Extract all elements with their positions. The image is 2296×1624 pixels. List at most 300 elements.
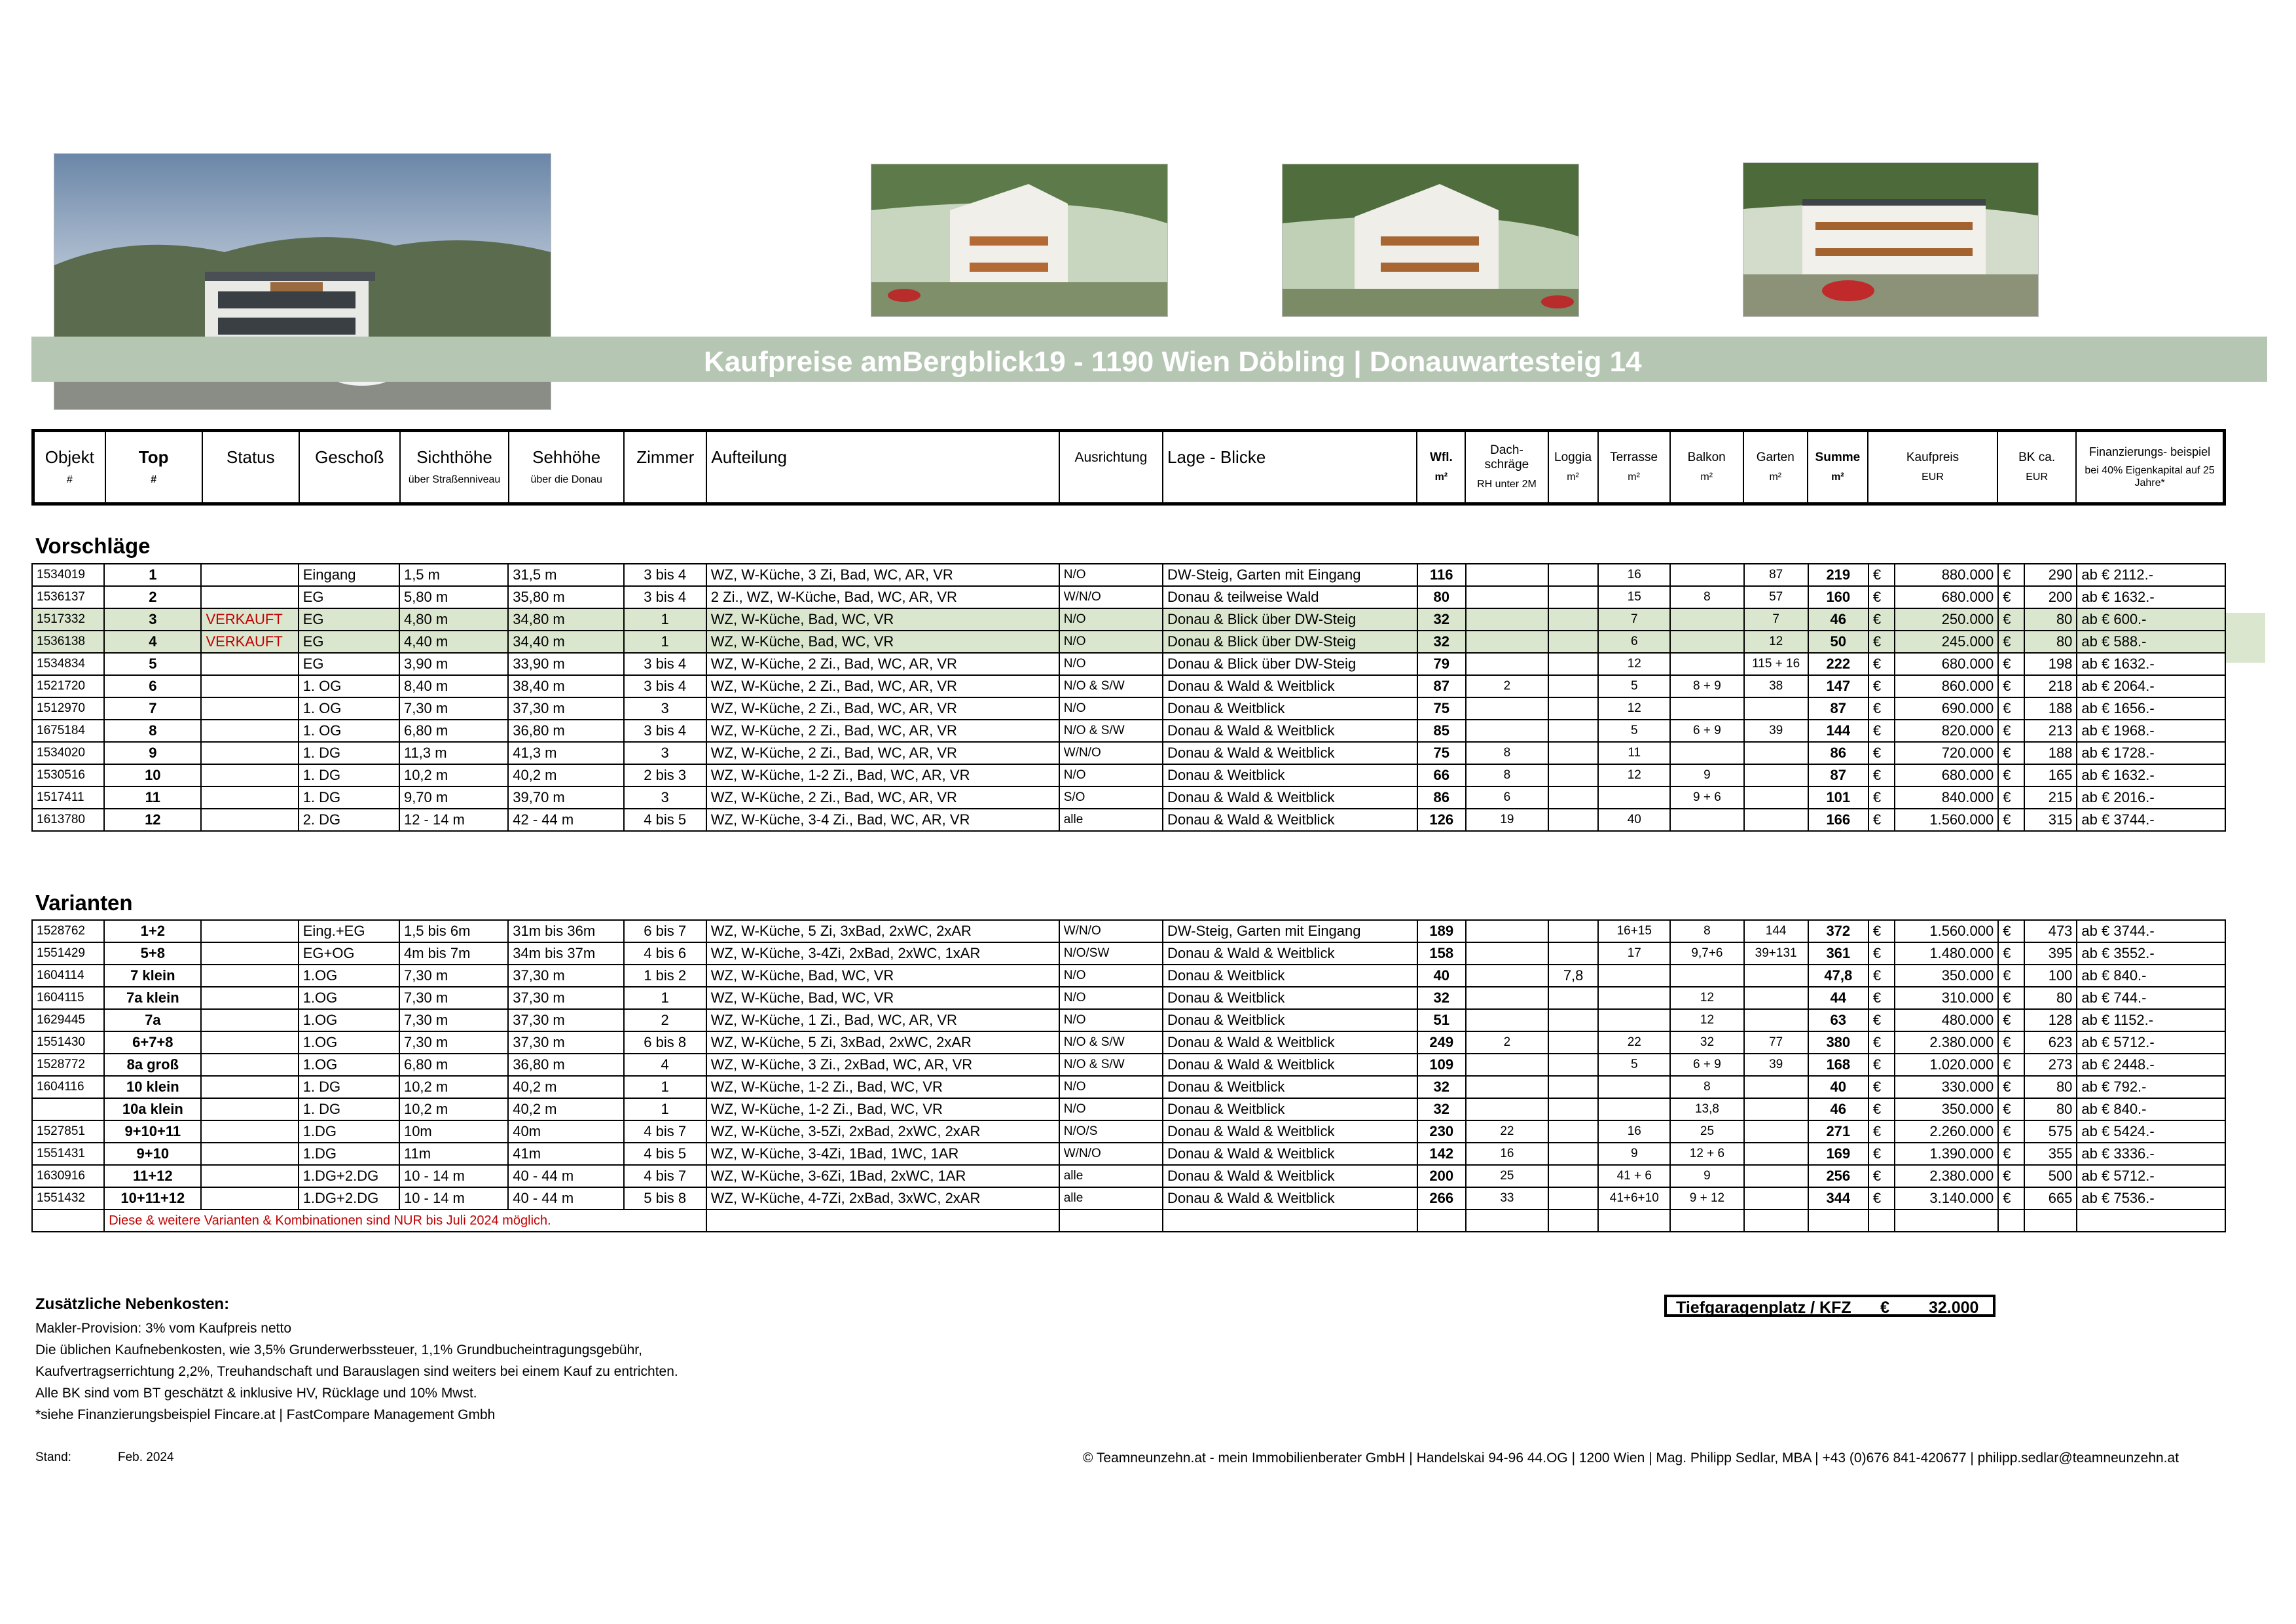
cell-ausrichtung: S/O xyxy=(1059,786,1163,809)
cell-kaufpreis-currency: € xyxy=(1868,1031,1895,1054)
cell-garten xyxy=(1744,809,1808,831)
cell-zimmer: 3 xyxy=(624,697,706,720)
header-aufteilung: Aufteilung xyxy=(706,431,1059,504)
cell-objekt: 1675184 xyxy=(32,720,104,742)
cell-balkon: 32 xyxy=(1670,1031,1743,1054)
cell-aufteilung: WZ, W-Küche, 1-2 Zi., Bad, WC, VR xyxy=(706,1098,1059,1120)
cell-terrasse: 41 + 6 xyxy=(1598,1165,1670,1187)
cell-balkon xyxy=(1670,653,1743,675)
cell-top: 10+11+12 xyxy=(104,1187,201,1209)
cell-empty xyxy=(1163,1209,1417,1232)
cell-dachschraege xyxy=(1466,586,1548,608)
cell-bk: 213 xyxy=(2024,720,2077,742)
cell-top: 9 xyxy=(104,742,201,764)
cell-kaufpreis: 245.000 xyxy=(1895,631,1998,653)
cell-loggia xyxy=(1548,786,1598,809)
cell-geschoss: 1. OG xyxy=(299,720,399,742)
cell-top: 6+7+8 xyxy=(104,1031,201,1054)
cell-objekt: 1534020 xyxy=(32,742,104,764)
cell-ausrichtung: alle xyxy=(1059,1165,1163,1187)
cell-aufteilung: WZ, W-Küche, 1-2 Zi., Bad, WC, VR xyxy=(706,1076,1059,1098)
cell-kaufpreis: 1.480.000 xyxy=(1895,942,1998,965)
cell-status xyxy=(201,1031,298,1054)
cell-sehhoehe: 36,80 m xyxy=(508,1054,623,1076)
cell-aufteilung: WZ, W-Küche, 2 Zi., Bad, WC, AR, VR xyxy=(706,653,1059,675)
cell-summe: 222 xyxy=(1808,653,1868,675)
cell-top: 10 klein xyxy=(104,1076,201,1098)
cell-finanzierung: ab € 1632.- xyxy=(2077,764,2225,786)
cell-terrasse: 5 xyxy=(1598,720,1670,742)
cell-loggia xyxy=(1548,720,1598,742)
cell-dachschraege: 8 xyxy=(1466,742,1548,764)
cell-lage: Donau & Wald & Weitblick xyxy=(1163,942,1417,965)
cell-dachschraege xyxy=(1466,631,1548,653)
section-title-varianten: Varianten xyxy=(35,891,133,915)
cell-kaufpreis-currency: € xyxy=(1868,1120,1895,1143)
cell-status xyxy=(201,697,298,720)
header-finanzierung: Finanzierungs- beispiel bei 40% Eigenkapital auf 25 Jahre* xyxy=(2076,431,2224,504)
cell-geschoss: Eing.+EG xyxy=(299,920,399,942)
cell-sichthoehe: 11,3 m xyxy=(399,742,508,764)
header-sichthoehe: Sichthöhe über Straßenniveau xyxy=(400,431,509,504)
header-top: Top # xyxy=(105,431,202,504)
cell-bk-currency: € xyxy=(1998,720,2024,742)
cell-balkon: 8 xyxy=(1670,920,1743,942)
cell-wfl: 75 xyxy=(1417,742,1466,764)
cell-garten: 12 xyxy=(1744,631,1808,653)
cell-lage: Donau & Wald & Weitblick xyxy=(1163,786,1417,809)
building-side-image-1 xyxy=(871,164,1167,316)
cell-geschoss: 1.OG xyxy=(299,1009,399,1031)
cell-sichthoehe: 6,80 m xyxy=(399,1054,508,1076)
cell-ausrichtung: N/O & S/W xyxy=(1059,675,1163,697)
cell-summe: 344 xyxy=(1808,1187,1868,1209)
cell-summe: 63 xyxy=(1808,1009,1868,1031)
cell-aufteilung: WZ, W-Küche, 2 Zi., Bad, WC, AR, VR xyxy=(706,675,1059,697)
cell-loggia xyxy=(1548,608,1598,631)
cell-aufteilung: WZ, W-Küche, 2 Zi., Bad, WC, AR, VR xyxy=(706,720,1059,742)
cell-terrasse xyxy=(1598,1009,1670,1031)
garage-currency: € xyxy=(1880,1299,1889,1317)
nebenkosten-line-5: *siehe Finanzierungsbeispiel Fincare.at | FastCompare Management Gmbh xyxy=(35,1407,496,1422)
cell-geschoss: 1.OG xyxy=(299,965,399,987)
cell-ausrichtung: N/O/S xyxy=(1059,1120,1163,1143)
cell-balkon: 12 xyxy=(1670,1009,1743,1031)
cell-loggia xyxy=(1548,1076,1598,1098)
table-row xyxy=(32,1187,2225,1209)
cell-aufteilung: WZ, W-Küche, Bad, WC, VR xyxy=(706,631,1059,653)
cell-dachschraege: 22 xyxy=(1466,1120,1548,1143)
cell-objekt: 1530516 xyxy=(32,764,104,786)
cell-ausrichtung: N/O xyxy=(1059,965,1163,987)
cell-loggia xyxy=(1548,1143,1598,1165)
cell-terrasse: 6 xyxy=(1598,631,1670,653)
cell-terrasse: 7 xyxy=(1598,608,1670,631)
cell-ausrichtung: N/O xyxy=(1059,653,1163,675)
cell-sichthoehe: 8,40 m xyxy=(399,675,508,697)
cell-lage: Donau & Blick über DW-Steig xyxy=(1163,631,1417,653)
cell-kaufpreis-currency: € xyxy=(1868,965,1895,987)
cell-aufteilung: WZ, W-Küche, 5 Zi, 3xBad, 2xWC, 2xAR xyxy=(706,920,1059,942)
cell-status xyxy=(201,1120,298,1143)
cell-ausrichtung: N/O xyxy=(1059,1009,1163,1031)
cell-zimmer: 3 xyxy=(624,742,706,764)
cell-wfl: 85 xyxy=(1417,720,1466,742)
cell-sichthoehe: 6,80 m xyxy=(399,720,508,742)
header-objekt: Objekt # xyxy=(33,431,105,504)
cell-kaufpreis-currency: € xyxy=(1868,1098,1895,1120)
cell-summe: 44 xyxy=(1808,987,1868,1009)
garage-price-box xyxy=(1664,1295,1995,1317)
cell-wfl: 126 xyxy=(1417,809,1466,831)
cell-bk: 80 xyxy=(2024,608,2077,631)
cell-status xyxy=(201,809,298,831)
cell-wfl: 40 xyxy=(1417,965,1466,987)
cell-finanzierung: ab € 3552.- xyxy=(2077,942,2225,965)
cell-ausrichtung: N/O xyxy=(1059,764,1163,786)
cell-lage: Donau & Blick über DW-Steig xyxy=(1163,608,1417,631)
cell-geschoss: EG xyxy=(299,653,399,675)
cell-balkon: 25 xyxy=(1670,1120,1743,1143)
cell-sichthoehe: 7,30 m xyxy=(399,697,508,720)
cell-balkon xyxy=(1670,809,1743,831)
cell-bk-currency: € xyxy=(1998,1031,2024,1054)
cell-garten xyxy=(1744,987,1808,1009)
cell-loggia xyxy=(1548,920,1598,942)
building-street-photo xyxy=(1743,162,2039,317)
cell-dachschraege xyxy=(1466,1054,1548,1076)
section-title-vorschlaege: Vorschläge xyxy=(35,534,151,558)
cell-terrasse: 5 xyxy=(1598,675,1670,697)
cell-sichthoehe: 4m bis 7m xyxy=(399,942,508,965)
cell-balkon: 9 xyxy=(1670,764,1743,786)
cell-objekt: 1517411 xyxy=(32,786,104,809)
cell-finanzierung: ab € 744.- xyxy=(2077,987,2225,1009)
cell-objekt: 1517332 xyxy=(32,608,104,631)
cell-geschoss: 1. DG xyxy=(299,1098,399,1120)
cell-kaufpreis: 880.000 xyxy=(1895,564,1998,586)
cell-empty xyxy=(2077,1209,2225,1232)
cell-zimmer: 2 xyxy=(624,1009,706,1031)
cell-terrasse: 41+6+10 xyxy=(1598,1187,1670,1209)
cell-kaufpreis: 3.140.000 xyxy=(1895,1187,1998,1209)
cell-summe: 46 xyxy=(1808,1098,1868,1120)
cell-dachschraege xyxy=(1466,1098,1548,1120)
cell-finanzierung: ab € 588.- xyxy=(2077,631,2225,653)
cell-top: 3 xyxy=(104,608,201,631)
cell-finanzierung: ab € 1152.- xyxy=(2077,1009,2225,1031)
cell-balkon: 9 + 6 xyxy=(1670,786,1743,809)
cell-top: 2 xyxy=(104,586,201,608)
cell-objekt: 1629445 xyxy=(32,1009,104,1031)
cell-zimmer: 3 xyxy=(624,786,706,809)
cell-bk: 273 xyxy=(2024,1054,2077,1076)
cell-objekt: 1536137 xyxy=(32,586,104,608)
cell-empty xyxy=(1059,1209,1163,1232)
cell-garten xyxy=(1744,1187,1808,1209)
cell-finanzierung: ab € 5712.- xyxy=(2077,1031,2225,1054)
cell-aufteilung: WZ, W-Küche, 3-4 Zi., Bad, WC, AR, VR xyxy=(706,809,1059,831)
cell-empty xyxy=(1598,1209,1670,1232)
cell-top: 7 xyxy=(104,697,201,720)
cell-bk-currency: € xyxy=(1998,920,2024,942)
stand-value: Feb. 2024 xyxy=(118,1450,174,1464)
cell-dachschraege: 2 xyxy=(1466,675,1548,697)
table-row xyxy=(32,764,2225,786)
cell-lage: DW-Steig, Garten mit Eingang xyxy=(1163,564,1417,586)
header-geschoss: Geschoß xyxy=(299,431,400,504)
cell-balkon xyxy=(1670,965,1743,987)
cell-zimmer: 1 xyxy=(624,608,706,631)
cell-garten: 87 xyxy=(1744,564,1808,586)
cell-top: 4 xyxy=(104,631,201,653)
header-loggia: Loggia m² xyxy=(1548,431,1598,504)
cell-balkon: 9,7+6 xyxy=(1670,942,1743,965)
cell-kaufpreis-currency: € xyxy=(1868,987,1895,1009)
cell-aufteilung: WZ, W-Küche, Bad, WC, VR xyxy=(706,987,1059,1009)
cell-ausrichtung: N/O xyxy=(1059,1098,1163,1120)
cell-zimmer: 5 bis 8 xyxy=(624,1187,706,1209)
cell-sichthoehe: 7,30 m xyxy=(399,1009,508,1031)
cell-objekt: 1604116 xyxy=(32,1076,104,1098)
cell-empty xyxy=(2024,1209,2077,1232)
cell-finanzierung: ab € 1968.- xyxy=(2077,720,2225,742)
cell-bk-currency: € xyxy=(1998,1009,2024,1031)
cell-ausrichtung: W/N/O xyxy=(1059,1143,1163,1165)
cell-bk: 188 xyxy=(2024,697,2077,720)
cell-garten: 39+131 xyxy=(1744,942,1808,965)
cell-loggia xyxy=(1548,942,1598,965)
table-row xyxy=(32,1120,2225,1143)
cell-wfl: 249 xyxy=(1417,1031,1466,1054)
cell-zimmer: 3 bis 4 xyxy=(624,675,706,697)
cell-summe: 101 xyxy=(1808,786,1868,809)
cell-wfl: 200 xyxy=(1417,1165,1466,1187)
cell-ausrichtung: N/O/SW xyxy=(1059,942,1163,965)
header-garten: Garten m² xyxy=(1743,431,1808,504)
cell-summe: 50 xyxy=(1808,631,1868,653)
cell-status: VERKAUFT xyxy=(201,631,298,653)
cell-empty xyxy=(1808,1209,1868,1232)
cell-garten xyxy=(1744,1076,1808,1098)
cell-empty xyxy=(706,1209,1059,1232)
cell-finanzierung: ab € 792.- xyxy=(2077,1076,2225,1098)
cell-loggia xyxy=(1548,653,1598,675)
cell-top: 7 klein xyxy=(104,965,201,987)
cell-zimmer: 3 bis 4 xyxy=(624,586,706,608)
cell-top: 7a klein xyxy=(104,987,201,1009)
cell-geschoss: Eingang xyxy=(299,564,399,586)
cell-empty xyxy=(1998,1209,2024,1232)
cell-balkon: 8 xyxy=(1670,586,1743,608)
table-row xyxy=(32,564,2225,586)
cell-loggia xyxy=(1548,764,1598,786)
cell-sehhoehe: 40 - 44 m xyxy=(508,1187,623,1209)
cell-kaufpreis: 1.020.000 xyxy=(1895,1054,1998,1076)
cell-zimmer: 4 bis 5 xyxy=(624,809,706,831)
cell-geschoss: EG+OG xyxy=(299,942,399,965)
cell-ausrichtung: N/O & S/W xyxy=(1059,1031,1163,1054)
cell-zimmer: 1 xyxy=(624,987,706,1009)
cell-bk: 575 xyxy=(2024,1120,2077,1143)
cell-bk: 128 xyxy=(2024,1009,2077,1031)
cell-kaufpreis-currency: € xyxy=(1868,697,1895,720)
cell-lage: Donau & teilweise Wald xyxy=(1163,586,1417,608)
cell-sichthoehe: 12 - 14 m xyxy=(399,809,508,831)
cell-kaufpreis: 720.000 xyxy=(1895,742,1998,764)
cell-sichthoehe: 7,30 m xyxy=(399,987,508,1009)
table-row xyxy=(32,631,2225,653)
cell-finanzierung: ab € 840.- xyxy=(2077,965,2225,987)
table-row xyxy=(32,586,2225,608)
cell-sehhoehe: 40,2 m xyxy=(508,1076,623,1098)
cell-ausrichtung: N/O xyxy=(1059,1076,1163,1098)
cell-bk-currency: € xyxy=(1998,1165,2024,1187)
cell-finanzierung: ab € 5712.- xyxy=(2077,1165,2225,1187)
cell-bk-currency: € xyxy=(1998,942,2024,965)
table-row xyxy=(32,809,2225,831)
cell-lage: Donau & Weitblick xyxy=(1163,1009,1417,1031)
cell-zimmer: 2 bis 3 xyxy=(624,764,706,786)
cell-geschoss: 1.OG xyxy=(299,1031,399,1054)
nebenkosten-line-4: Alle BK sind vom BT geschätzt & inklusive HV, Rücklage und 10% Mwst. xyxy=(35,1386,477,1401)
cell-empty xyxy=(1548,1209,1598,1232)
cell-status xyxy=(201,1009,298,1031)
cell-kaufpreis-currency: € xyxy=(1868,764,1895,786)
header-dachschraege: Dach- schräge RH unter 2M xyxy=(1465,431,1548,504)
cell-kaufpreis: 350.000 xyxy=(1895,965,1998,987)
cell-empty xyxy=(1466,1209,1548,1232)
cell-top: 1 xyxy=(104,564,201,586)
sold-row-highlight xyxy=(2226,613,2265,663)
cell-bk-currency: € xyxy=(1998,608,2024,631)
cell-objekt: 1536138 xyxy=(32,631,104,653)
cell-balkon: 9 xyxy=(1670,1165,1743,1187)
cell-bk-currency: € xyxy=(1998,1076,2024,1098)
cell-terrasse: 12 xyxy=(1598,697,1670,720)
cell-summe: 271 xyxy=(1808,1120,1868,1143)
cell-sehhoehe: 34,80 m xyxy=(508,608,623,631)
cell-wfl: 32 xyxy=(1417,1098,1466,1120)
cell-wfl: 189 xyxy=(1417,920,1466,942)
cell-zimmer: 3 bis 4 xyxy=(624,653,706,675)
cell-geschoss: 1. OG xyxy=(299,675,399,697)
cell-geschoss: 1.DG+2.DG xyxy=(299,1187,399,1209)
cell-zimmer: 3 bis 4 xyxy=(624,564,706,586)
header-bk: BK ca. EUR xyxy=(1997,431,2076,504)
cell-aufteilung: WZ, W-Küche, 3-5Zi, 2xBad, 2xWC, 2xAR xyxy=(706,1120,1059,1143)
cell-aufteilung: WZ, W-Küche, 1-2 Zi., Bad, WC, AR, VR xyxy=(706,764,1059,786)
cell-aufteilung: WZ, W-Küche, 3-6Zi, 1Bad, 2xWC, 1AR xyxy=(706,1165,1059,1187)
cell-bk: 165 xyxy=(2024,764,2077,786)
cell-status xyxy=(201,987,298,1009)
cell-wfl: 32 xyxy=(1417,1076,1466,1098)
cell-dachschraege: 16 xyxy=(1466,1143,1548,1165)
cell-geschoss: 1. OG xyxy=(299,697,399,720)
cell-wfl: 86 xyxy=(1417,786,1466,809)
cell-lage: Donau & Weitblick xyxy=(1163,697,1417,720)
cell-sichthoehe: 5,80 m xyxy=(399,586,508,608)
table-row xyxy=(32,653,2225,675)
cell-kaufpreis-currency: € xyxy=(1868,631,1895,653)
cell-summe: 166 xyxy=(1808,809,1868,831)
cell-geschoss: 2. DG xyxy=(299,809,399,831)
cell-kaufpreis-currency: € xyxy=(1868,942,1895,965)
cell-garten: 39 xyxy=(1744,720,1808,742)
cell-wfl: 87 xyxy=(1417,675,1466,697)
cell-balkon xyxy=(1670,608,1743,631)
cell-kaufpreis: 680.000 xyxy=(1895,764,1998,786)
cell-lage: DW-Steig, Garten mit Eingang xyxy=(1163,920,1417,942)
nebenkosten-line-2: Die üblichen Kaufnebenkosten, wie 3,5% Grunderwerbssteuer, 1,1% Grundbucheintragungsgebühr, xyxy=(35,1342,642,1357)
cell-objekt: 1551431 xyxy=(32,1143,104,1165)
cell-dachschraege xyxy=(1466,653,1548,675)
header-status: Status xyxy=(202,431,299,504)
cell-wfl: 79 xyxy=(1417,653,1466,675)
cell-ausrichtung: W/N/O xyxy=(1059,586,1163,608)
cell-status xyxy=(201,1098,298,1120)
cell-kaufpreis: 2.380.000 xyxy=(1895,1165,1998,1187)
cell-wfl: 32 xyxy=(1417,987,1466,1009)
cell-lage: Donau & Weitblick xyxy=(1163,987,1417,1009)
cell-geschoss: 1. DG xyxy=(299,764,399,786)
cell-sichthoehe: 10 - 14 m xyxy=(399,1165,508,1187)
cell-bk: 80 xyxy=(2024,1076,2077,1098)
cell-bk-currency: € xyxy=(1998,1187,2024,1209)
cell-dachschraege xyxy=(1466,720,1548,742)
cell-status xyxy=(201,564,298,586)
cell-balkon: 9 + 12 xyxy=(1670,1187,1743,1209)
table-row xyxy=(32,742,2225,764)
cell-finanzierung: ab € 2016.- xyxy=(2077,786,2225,809)
cell-bk: 623 xyxy=(2024,1031,2077,1054)
cell-summe: 168 xyxy=(1808,1054,1868,1076)
cell-sichthoehe: 3,90 m xyxy=(399,653,508,675)
cell-lage: Donau & Wald & Weitblick xyxy=(1163,1054,1417,1076)
cell-zimmer: 6 bis 8 xyxy=(624,1031,706,1054)
cell-summe: 160 xyxy=(1808,586,1868,608)
cell-loggia xyxy=(1548,1120,1598,1143)
cell-dachschraege xyxy=(1466,987,1548,1009)
cell-terrasse: 12 xyxy=(1598,764,1670,786)
cell-aufteilung: 2 Zi., WZ, W-Küche, Bad, WC, AR, VR xyxy=(706,586,1059,608)
cell-bk: 100 xyxy=(2024,965,2077,987)
cell-top: 9+10 xyxy=(104,1143,201,1165)
cell-kaufpreis: 840.000 xyxy=(1895,786,1998,809)
cell-balkon: 8 + 9 xyxy=(1670,675,1743,697)
cell-sichthoehe: 7,30 m xyxy=(399,1031,508,1054)
cell-objekt: 1604114 xyxy=(32,965,104,987)
cell-summe: 256 xyxy=(1808,1165,1868,1187)
cell-finanzierung: ab € 2448.- xyxy=(2077,1054,2225,1076)
cell-status xyxy=(201,965,298,987)
cell-loggia xyxy=(1548,1098,1598,1120)
cell-loggia xyxy=(1548,742,1598,764)
cell-summe: 380 xyxy=(1808,1031,1868,1054)
cell-bk-currency: € xyxy=(1998,564,2024,586)
cell-objekt: 1613780 xyxy=(32,809,104,831)
cell-lage: Donau & Wald & Weitblick xyxy=(1163,809,1417,831)
cell-kaufpreis-currency: € xyxy=(1868,1143,1895,1165)
cell-garten xyxy=(1744,697,1808,720)
cell-finanzierung: ab € 3744.- xyxy=(2077,920,2225,942)
cell-geschoss: 1.DG xyxy=(299,1120,399,1143)
cell-garten: 38 xyxy=(1744,675,1808,697)
cell-aufteilung: WZ, W-Küche, Bad, WC, VR xyxy=(706,965,1059,987)
cell-lage: Donau & Weitblick xyxy=(1163,764,1417,786)
cell-zimmer: 1 xyxy=(624,1076,706,1098)
cell-geschoss: 1. DG xyxy=(299,742,399,764)
